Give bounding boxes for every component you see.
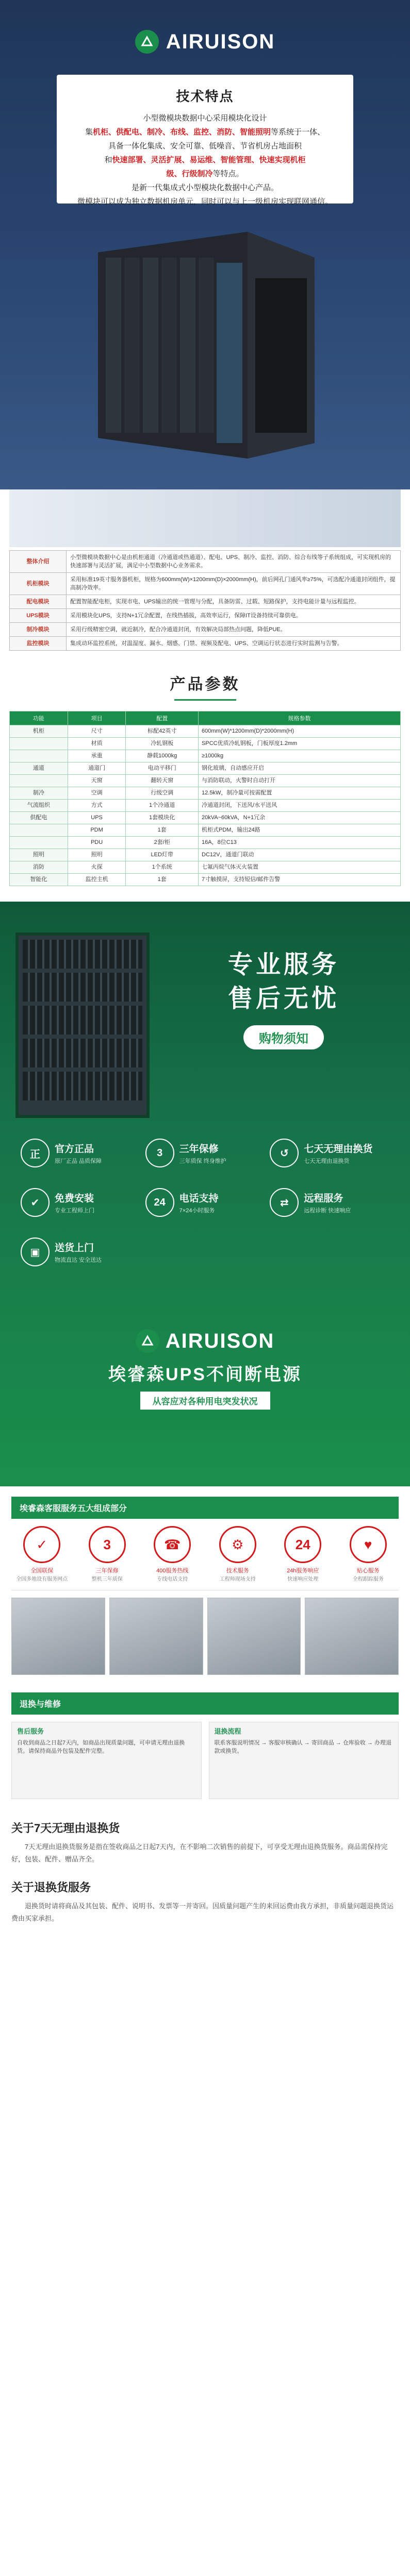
return-flow-text: 联系客服说明情况 → 客服审核确认 → 寄回商品 → 仓库验收 → 办理退款或换货。 [214, 1740, 391, 1754]
service-item-desc: 原厂正品 品质保障 [55, 1158, 102, 1164]
tech-feature-line [71, 153, 339, 167]
spec-config: LED灯带 [126, 849, 199, 861]
spec-group: 消防 [10, 861, 68, 874]
service-icon: ▣ [21, 1238, 50, 1266]
tech-feature-line [71, 181, 339, 195]
spec-item: 方式 [68, 800, 126, 812]
after-sale-icon: ✓ [23, 1526, 60, 1563]
tech-features-title: 技术特点 [176, 89, 234, 104]
spec-item: UPS [68, 812, 126, 824]
spec-group [10, 824, 68, 837]
spec-item: 材质 [68, 738, 126, 750]
after-sale-item-desc: 全程跟踪服务 [352, 1577, 384, 1582]
service-brand-logo [0, 1329, 410, 1353]
shopping-notice-badge: 购物须知 [243, 1025, 324, 1049]
feature-key: 整体介绍 [10, 551, 67, 573]
spec-value: 20kVA~60kVA，N+1冗余 [199, 812, 401, 824]
service-item-title: 送货上门 [55, 1243, 94, 1253]
spec-value: 钢化玻璃，自动感应开启 [199, 762, 401, 775]
service-item-desc: 远程诊断 快速响应 [304, 1208, 351, 1214]
service-headline-line2: 售后无忧 [227, 985, 339, 1012]
spec-row [10, 874, 401, 886]
feature-row [10, 637, 401, 651]
feature-key: UPS模块 [10, 609, 67, 623]
after-sale-item [142, 1526, 203, 1583]
after-sale-icon: ♥ [350, 1526, 387, 1563]
tech-feature-line [71, 139, 339, 153]
feature-row [10, 623, 401, 637]
tech-feature-line [71, 167, 339, 181]
spec-config: 2套/柜 [126, 837, 199, 849]
after-sale-icon: ☎ [154, 1526, 191, 1563]
feature-value: 配置智能配电柜，实现市电、UPS输出的统一管理与分配，具备防雷、过载、短路保护，支持电能计量与远程监控。 [67, 595, 401, 609]
spec-title-divider [174, 699, 236, 701]
cabinet-bay [180, 258, 195, 433]
plain-text: 和 [104, 156, 112, 164]
highlight-text: 级、行级制冷 [166, 170, 213, 178]
plain-text: 小型微模块数据中心采用模块化设计 [143, 114, 267, 123]
spec-value: 12.5kW，制冷量可按需配置 [199, 787, 401, 800]
hero-section [0, 0, 410, 489]
spec-config: 翻转天窗 [126, 775, 199, 787]
feature-key: 监控模块 [10, 637, 67, 651]
brand-logo-icon [136, 1329, 159, 1353]
after-sale-icons [11, 1519, 399, 1590]
spec-config: 1个冷通道 [126, 800, 199, 812]
return-flow-title: 退换流程 [214, 1727, 241, 1735]
after-sale-item [272, 1526, 334, 1583]
spec-header-cell: 功能 [10, 711, 68, 725]
service-item-desc: 七天无理由退换货 [304, 1158, 350, 1164]
spec-group: 通道 [10, 762, 68, 775]
spec-config: 1个系统 [126, 861, 199, 874]
spec-group: 供配电 [10, 812, 68, 824]
service-photos [11, 1590, 399, 1682]
spec-row [10, 750, 401, 762]
spec-row [10, 800, 401, 812]
after-sale-item [207, 1526, 269, 1583]
feature-row [10, 595, 401, 609]
after-sale-item-name: 全国联保 [30, 1568, 54, 1574]
spec-row [10, 812, 401, 824]
brand-logo-text: AIRUISON [165, 1329, 275, 1352]
service-photo [11, 1598, 105, 1675]
after-sale-section [0, 1497, 410, 1945]
service-icon: ↺ [270, 1139, 299, 1167]
spec-value: 机柜式PDM，输出24路 [199, 824, 401, 837]
after-sale-item-name: 400服务热线 [156, 1568, 189, 1574]
after-sale-header: 埃睿森客服服务五大组成部分 [11, 1497, 399, 1519]
spec-row [10, 861, 401, 874]
spec-config: 静载1000kg [126, 750, 199, 762]
brand-logo-icon [135, 30, 159, 54]
after-sale-icon: 3 [89, 1526, 126, 1563]
service-headline [175, 948, 392, 1049]
after-sale-icon: ⚙ [219, 1526, 256, 1563]
spec-item: 尺寸 [68, 725, 126, 738]
service-headline-line1: 专业服务 [227, 951, 339, 978]
spec-config: 冷轧钢板 [126, 738, 199, 750]
brand-logo-text: AIRUISON [166, 30, 275, 53]
cabinet-bay [199, 258, 214, 433]
service-item-title: 电话支持 [179, 1193, 219, 1204]
service-icon: 24 [145, 1188, 174, 1217]
feature-table [9, 550, 401, 651]
spec-group: 机柜 [10, 725, 68, 738]
server-rack-photo [15, 933, 150, 1118]
spec-row [10, 837, 401, 849]
service-item-desc: 7×24小时服务 [179, 1208, 215, 1214]
service-icon: 正 [21, 1139, 50, 1167]
feature-key: 制冷模块 [10, 623, 67, 637]
spec-config: 行级空调 [126, 787, 199, 800]
spec-item: 火探 [68, 861, 126, 874]
spec-value: 16A，8位C13 [199, 837, 401, 849]
spec-header-cell: 规格参数 [199, 711, 401, 725]
feature-value: 集成动环监控系统，对温湿度、漏水、烟感、门禁、视频及配电、UPS、空调运行状态进行实时监测与告警。 [67, 637, 401, 651]
cabinet-bay [143, 258, 158, 433]
service-icon: 3 [145, 1139, 174, 1167]
service-slogan: 埃睿森UPS不间断电源 [108, 1365, 302, 1384]
return-info [11, 1715, 399, 1806]
tech-feature-line [71, 125, 339, 139]
after-sale-item-name: 技术服务 [226, 1568, 249, 1574]
plain-text: 微模块可以成为独立数据机房单元，同时可以与上一级机房实现联网通信。 [77, 197, 333, 206]
spec-row [10, 787, 401, 800]
spec-row [10, 738, 401, 750]
tech-feature-line [71, 195, 339, 209]
spec-value: 冷通道封闭，下送风/水平送风 [199, 800, 401, 812]
plain-text: 等系统于一体、 [271, 128, 325, 137]
service-item-title: 远程服务 [304, 1193, 343, 1204]
spec-group: 照明 [10, 849, 68, 861]
spec-row [10, 725, 401, 738]
after-sale-item [338, 1526, 399, 1583]
feature-section [0, 489, 410, 651]
brand-logo [0, 30, 410, 54]
micro-datacenter-cabinet-image [77, 222, 335, 464]
feature-value: 采用模块化UPS，支持N+1冗余配置，在线热插拔，高效率运行，保障IT设备持续可靠供电。 [67, 609, 401, 623]
cabinet-bay [106, 258, 121, 433]
spec-group: 气流组织 [10, 800, 68, 812]
spec-item: 天窗 [68, 775, 126, 787]
spec-section [0, 651, 410, 902]
after-sale-item-name: 24h服务响应 [287, 1568, 319, 1574]
spec-config: 1套模块化 [126, 812, 199, 824]
seven-day-return-title: 关于7天无理由退换货 [11, 1822, 120, 1835]
after-sale-item [11, 1526, 73, 1583]
service-photo [207, 1598, 301, 1675]
feature-row [10, 609, 401, 623]
service-item-title: 官方正品 [55, 1144, 94, 1155]
service-item [270, 1188, 389, 1217]
after-sale-item [77, 1526, 138, 1583]
spec-row [10, 849, 401, 861]
spec-value: 七氟丙烷气体灭火装置 [199, 861, 401, 874]
service-icon: ⇄ [270, 1188, 299, 1217]
after-sale-box [11, 1722, 202, 1799]
plain-text: 等特点。 [212, 170, 244, 178]
after-sale-icon: 24 [284, 1526, 321, 1563]
service-item-desc: 物流直达 安全送达 [55, 1257, 102, 1263]
service-item [145, 1188, 265, 1217]
spec-item: 照明 [68, 849, 126, 861]
cabinet-bay [161, 258, 177, 433]
spec-header-cell: 配置 [126, 711, 199, 725]
spec-header-cell: 项目 [68, 711, 126, 725]
spec-group: 智能化 [10, 874, 68, 886]
spec-value: ≥1000kg [199, 750, 401, 762]
spec-item: PDM [68, 824, 126, 837]
plain-text: 具备一体化集成、安全可靠、低噪音、节省机房占地面积 [108, 142, 302, 150]
spec-value: 600mm(W)*1200mm(D)*2000mm(H) [199, 725, 401, 738]
return-service-text: 退换货时请将商品及其包装、配件、说明书、发票等一并寄回。因质量问题产生的来回运费由我方承担，非质量问题退换货运费由买家承担。 [11, 1902, 394, 1922]
after-sale-box-text: 自收到商品之日起7天内，如商品出现质量问题，可申请无理由退换货。请保持商品外包装及配件完整。 [17, 1740, 185, 1754]
after-sale-item-desc: 全国多地设有服务网点 [16, 1577, 68, 1582]
spec-item: 监控主机 [68, 874, 126, 886]
after-sale-item-desc: 工程师现场支持 [219, 1577, 256, 1582]
spec-value: 与消防联动，火警时自动打开 [199, 775, 401, 787]
spec-group: 制冷 [10, 787, 68, 800]
feature-value: 采用行级精密空调，就近制冷，配合冷通道封闭，有效解决局部热点问题，降低PUE。 [67, 623, 401, 637]
service-item [145, 1139, 265, 1167]
after-sale-item-name: 贴心服务 [356, 1568, 380, 1574]
spec-value: 7寸触摸屏，支持短信/邮件告警 [199, 874, 401, 886]
service-item [21, 1139, 140, 1167]
feature-banner [9, 489, 401, 547]
service-item [21, 1188, 140, 1217]
spec-group [10, 775, 68, 787]
spec-title: 产品参数 [170, 676, 240, 693]
spec-config: 1套 [126, 874, 199, 886]
after-sale-item-desc: 快速响应处理 [287, 1577, 319, 1582]
spec-group [10, 837, 68, 849]
feature-row [10, 551, 401, 573]
after-sale-box-title: 售后服务 [17, 1727, 44, 1735]
service-photo [109, 1598, 203, 1675]
spec-item: 承重 [68, 750, 126, 762]
tech-features-text [71, 111, 339, 209]
service-photo [305, 1598, 399, 1675]
after-sale-item-name: 三年保修 [95, 1568, 119, 1574]
service-tagline: 从容应对各种用电突发状况 [140, 1392, 270, 1410]
seven-day-return-text: 7天无理由退换货服务是指在签收商品之日起7天内，在不影响二次销售的前提下，可享受无理由退换货服务。商品需保持完好，包装、配件、赠品齐全。 [11, 1843, 388, 1863]
service-footer [0, 1329, 410, 1410]
after-sale-item-desc: 整机三年质保 [91, 1577, 123, 1582]
feature-row [10, 573, 401, 595]
spec-item: 通道门 [68, 762, 126, 775]
service-icon: ✔ [21, 1188, 50, 1217]
service-item [21, 1238, 140, 1266]
highlight-text: 机柜、供配电、制冷、布线、监控、消防、智能照明 [92, 128, 271, 137]
spec-row [10, 762, 401, 775]
feature-value: 采用标准19英寸服务器机柜，规格为600mm(W)×1200mm(D)×2000mm(H)，前后网孔门通风率≥75%，可选配冷通道封闭组件，提高制冷效率。 [67, 573, 401, 595]
return-flow-box [209, 1722, 399, 1799]
service-section [0, 902, 410, 1486]
service-item-title: 三年保修 [179, 1144, 219, 1155]
spec-item: 空调 [68, 787, 126, 800]
spec-row [10, 824, 401, 837]
after-sale-item-desc: 专线电话支持 [157, 1577, 188, 1582]
tech-feature-line [71, 111, 339, 125]
highlight-text: 快速部署、灵活扩展、易运维、智能管理、快速实现机柜 [112, 156, 306, 164]
service-items [21, 1139, 389, 1266]
return-repair-header: 退换与维修 [11, 1692, 399, 1715]
cabinet-bay [124, 258, 140, 433]
spec-group [10, 750, 68, 762]
spec-config: 标配42英寸 [126, 725, 199, 738]
spec-table [9, 711, 401, 886]
spec-row [10, 775, 401, 787]
service-item-desc: 三年质保 终身维护 [179, 1158, 226, 1164]
spec-config: 1套 [126, 824, 199, 837]
spec-config: 电动平移门 [126, 762, 199, 775]
return-service-title: 关于退换货服务 [11, 1881, 91, 1894]
spec-value: SPCC优质冷轧钢板，门板厚度1.2mm [199, 738, 401, 750]
feature-key: 配电模块 [10, 595, 67, 609]
service-item-title: 免费安装 [55, 1193, 94, 1204]
plain-text: 集 [85, 128, 93, 137]
plain-text: 是新一代集成式小型模块化数据中心产品。 [131, 183, 278, 192]
feature-value: 小型微模块数据中心是由机柜通道（冷通道或热通道）、配电、UPS、制冷、监控、消防、综合布线等子系统组成，可实现机房的快速部署与灵活扩展，满足中小型数据中心业务需求。 [67, 551, 401, 573]
spec-group [10, 738, 68, 750]
tech-features-panel [57, 75, 353, 204]
feature-key: 机柜模块 [10, 573, 67, 595]
spec-value: DC12V，通道门联动 [199, 849, 401, 861]
service-item [270, 1139, 389, 1167]
spec-item: PDU [68, 837, 126, 849]
service-item-desc: 专业工程师上门 [55, 1208, 94, 1214]
service-item-title: 七天无理由换货 [304, 1144, 373, 1155]
